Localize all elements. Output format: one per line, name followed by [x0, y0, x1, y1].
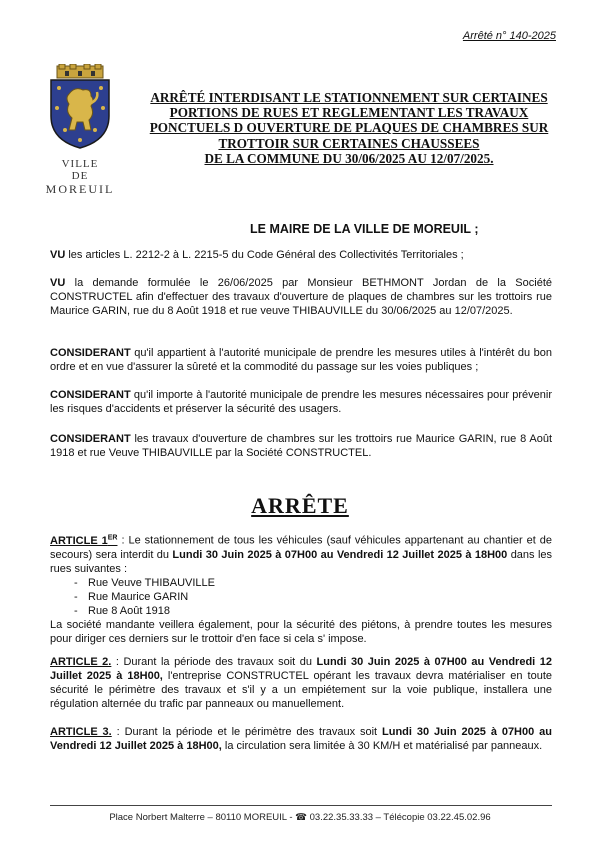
vu-paragraph-1	[50, 248, 552, 262]
article-text: Le stationnement de tous les véhicules (sauf véhicules appartenant au chantier et de secours) sera interdit du	[50, 534, 552, 561]
article-2	[50, 655, 552, 711]
article-text: Durant la période et le périmètre des travaux soit	[119, 726, 382, 738]
coat-of-arms-icon	[45, 64, 115, 150]
article-note: La société mandante veillera également, pour la sécurité des piétons, à prendre toutes les mesures pour diriger ces derniers sur le trottoir d'en face si cela s' impose.	[50, 618, 552, 645]
article-dates: Lundi 30 Juin 2025 à 07H00 au Vendredi 12 Juillet 2025 à 18H00,	[50, 726, 552, 752]
logo-town-name: MOREUIL	[45, 182, 115, 196]
logo-de: DE	[71, 170, 89, 182]
article-label: ARTICLE 1ER	[50, 534, 118, 547]
decree-reference: Arrêté n° 140-2025	[462, 30, 556, 42]
arrete-heading: ARRÊTE	[251, 493, 349, 518]
considerant-text: qu'il appartient à l'autorité municipale de prendre les mesures utiles à l'intérêt du bon ordre et en vue d'assurer la sûreté et la commodité du passage sur les voies publiques ;	[50, 347, 552, 373]
article-sep: :	[117, 534, 125, 547]
town-logo	[34, 64, 126, 197]
vu-lead: VU	[50, 249, 66, 261]
considerant-lead: CONSIDERANT	[50, 347, 131, 359]
article-text: dans les rues suivantes :	[50, 548, 553, 575]
vu-paragraph-2	[50, 276, 552, 318]
logo-ville: VILLE	[61, 158, 99, 170]
article-dates: Lundi 30 Juin 2025 à 07H00 au Vendredi 12 Juillet 2025 à 18H00	[172, 548, 508, 561]
footer-divider	[50, 805, 552, 806]
street-item: - Rue Veuve THIBAUVILLE	[88, 576, 552, 590]
street-item: - Rue 8 Août 1918	[88, 604, 552, 618]
article-sep: :	[111, 726, 120, 738]
footer-contact: Place Norbert Malterre – 80110 MOREUIL - ☎ 03.22.35.33.33 – Télécopie 03.22.45.02.96	[109, 812, 491, 823]
title-line: PORTIONS DE RUES ET REGLEMENTANT LES TRAVAUX	[169, 105, 529, 121]
considerant-paragraph-3	[50, 432, 552, 460]
title-line: DE LA COMMUNE DU 30/06/2025 AU 12/07/2025.	[204, 150, 494, 166]
considerant-paragraph-2	[50, 388, 552, 416]
mayor-heading: LE MAIRE DE LA VILLE DE MOREUIL ;	[250, 222, 479, 236]
article-text: l'entreprise CONSTRUCTEL opérant les travaux devra matérialiser en toute sécurité le périmètre des travaux et s'il y a un empiétement sur la voie publique, installera une régulation alternée du trafic par panneaux ou manuellement.	[50, 670, 552, 710]
street-list	[50, 576, 552, 618]
considerant-text: les travaux d'ouverture de chambres sur les trottoirs rue Maurice GARIN, rue 8 Août 1918 et rue Veuve THIBAUVILLE par la Société CONSTRUCTEL.	[50, 433, 552, 459]
title-line: TROTTOIR SUR CERTAINES CHAUSSEES	[218, 135, 480, 151]
article-label: ARTICLE 3.	[50, 726, 112, 738]
vu-text: la demande formulée le 26/06/2025 par Monsieur BETHMONT Jordan de la Société CONSTRUCTEL afin d'effectuer des travaux d'ouverture de plaques de chambres sur les trottoirs rue Maurice GARIN, rue du 8 Août 1918 et rue veuve THIBAUVILLE du 30/06/2025 au 12/07/2025.	[50, 277, 552, 317]
article-1	[50, 531, 552, 646]
title-line: PONCTUELS D OUVERTURE DE PLAQUES DE CHAMBRES SUR	[149, 120, 549, 136]
considerant-text: qu'il importe à l'autorité municipale de prendre les mesures nécessaires pour prévenir les risques d'accidents et préserver la sécurité des usagers.	[50, 389, 552, 415]
considerant-paragraph-1	[50, 346, 552, 374]
street-item: - Rue Maurice GARIN	[88, 590, 552, 604]
article-label: ARTICLE 2.	[50, 656, 112, 668]
title-line: ARRÊTÉ INTERDISANT LE STATIONNEMENT SUR CERTAINES	[150, 90, 548, 105]
article-3	[50, 725, 552, 753]
vu-text: les articles L. 2212-2 à L. 2215-5 du Code Général des Collectivités Territoriales ;	[65, 249, 464, 261]
article-text: la circulation sera limitée à 30 KM/H et matérialisé par panneaux.	[221, 740, 543, 752]
article-text: Durant la période des travaux soit du	[118, 656, 317, 668]
considerant-lead: CONSIDERANT	[50, 389, 131, 401]
considerant-lead: CONSIDERANT	[50, 433, 131, 445]
decree-title	[140, 90, 558, 166]
article-dates: Lundi 30 Juin 2025 à 07H00 au Vendredi 12 Juillet 2025 à 18H00,	[50, 656, 552, 682]
vu-lead: VU	[50, 277, 66, 289]
article-sep: :	[111, 656, 119, 668]
article-label-sup: ER	[107, 534, 118, 541]
